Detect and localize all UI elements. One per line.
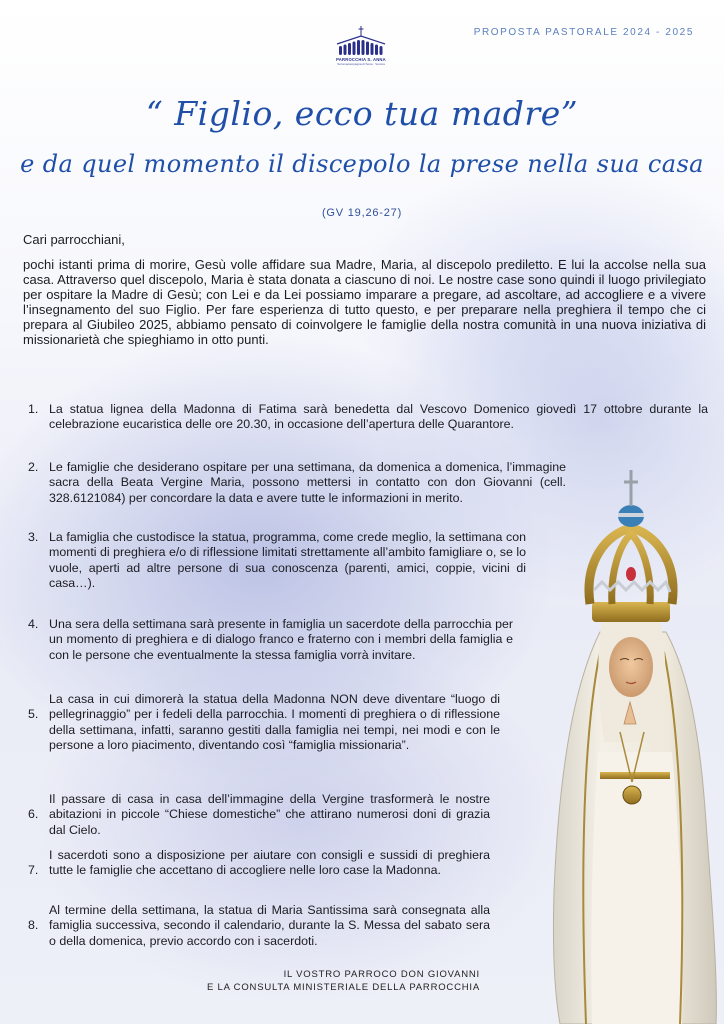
item-text: Le famiglie che desiderano ospitare per una settimana, da domenica a domenica, l’immagine sacra della Beata Vergine Maria, possono mettersi in contatto con don Giovanni (cell. 328.6121084) per concordare la data e avere tutte le informazioni in merito. [49,460,566,505]
list-item [28,903,490,949]
list-item [28,792,490,838]
list-item [28,460,566,506]
item-number: 6. [28,807,39,821]
list-item [28,848,490,879]
title-quote: “ Figlio, ecco tua madre” [145,94,579,133]
item-text: La famiglia che custodisce la statua, programma, come crede meglio, la settimana con momenti di preghiera e/o di riflessione limitati strettamente all’ambito famigliare o, se lo vuole, aperti ad altre persone di sua conoscenza (parenti, amici, coppie, vicini di casa…). [49,530,526,590]
item-text: La casa in cui dimorerà la statua della Madonna NON deve diventare “luogo di pellegrinaggio” per i fedeli della parrocchia. I momenti di preghiera o di riflessione della settimana, infatti, saranno gestiti dalla famiglia nei tempi, nei modi e con le persone a loro piacimento, diventando così “famiglia missionaria”. [49,692,500,752]
item-text: Al termine della settimana, la statua di Maria Santissima sarà consegnata alla famiglia successiva, secondo il calendario, durante la S. Messa del sabato sera o della domenica, previo accordo con i sacerdoti. [49,903,490,948]
logo-subtitle: Sommacampagna di Sona · Verona [337,62,385,66]
item-number: 3. [28,530,39,544]
signature-line-1: IL VOSTRO PARROCO DON GIOVANNI [283,969,480,980]
item-text: Il passare di casa in casa dell’immagine della Vergine trasformerà le nostre abitazioni in piccole “Chiese domestiche” che attirano numerosi doni di grazia dal Cielo. [49,792,490,837]
list-item [28,530,526,591]
item-number: 8. [28,918,39,932]
parish-logo [331,25,391,69]
item-text: I sacerdoti sono a disposizione per aiutare con consigli e sussidi di preghiera tutte le famiglie che accettano di accogliere nelle loro case la Madonna. [49,848,490,878]
signature [150,968,480,994]
greeting: Cari parrocchiani, [23,232,125,247]
intro-paragraph: pochi istanti prima di morire, Gesù volle affidare sua Madre, Maria, al discepolo prediletto. E lui la accolse nella sua casa. Attraverso quel discepolo, Maria è stata donata a ciascuno di noi. Le nostre case sono quindi il luogo privilegiato per ospitare la Madre di Gesù; con Lei e da Lei possiamo imparare a pregare, ad ascoltare, ad accogliere e a vivere l’insegnamento del suo Figlio. Per fare esperienza di tutto questo, e per preparare nella preghiera il tempo che ci prepara al Giubileo 2025, abbiamo pensato di coinvolgere le famiglie della nostra comunità in una nuova iniziativa di missionarietà che spieghiamo in otto punti. [23,257,706,347]
item-number: 5. [28,707,39,721]
item-text: La statua lignea della Madonna di Fatima sarà benedetta dal Vescovo Domenico giovedì 17 ottobre durante la celebrazione eucaristica delle ore 20.30, in occasione dell’apertura delle Quarantore. [49,402,708,432]
madonna-statue-icon [540,462,724,1024]
church-logo-icon [331,25,391,57]
item-number: 2. [28,460,39,474]
list-item [28,402,708,433]
item-number: 1. [28,402,39,416]
title-subline: e da quel momento il discepolo la prese nella sua casa [20,150,704,178]
item-text: Una sera della settimana sarà presente in famiglia un sacerdote della parrocchia per un momento di preghiera e di dialogo franco e fraterno con i membri della famiglia e con le persone che eventualmente la stessa famiglia vorrà invitare. [49,617,513,662]
list-item [28,617,513,663]
signature-line-2: E LA CONSULTA MINISTERIALE DELLA PARROCCHIA [206,982,480,993]
madonna-statue-image [540,462,724,1024]
header-tagline: PROPOSTA PASTORALE 2024 - 2025 [473,27,694,38]
list-item [28,692,500,753]
item-number: 4. [28,617,39,631]
item-number: 7. [28,863,39,877]
logo-name: PARROCCHIA S. ANNA [336,57,386,62]
bible-citation: (GV 19,26-27) [321,207,403,219]
